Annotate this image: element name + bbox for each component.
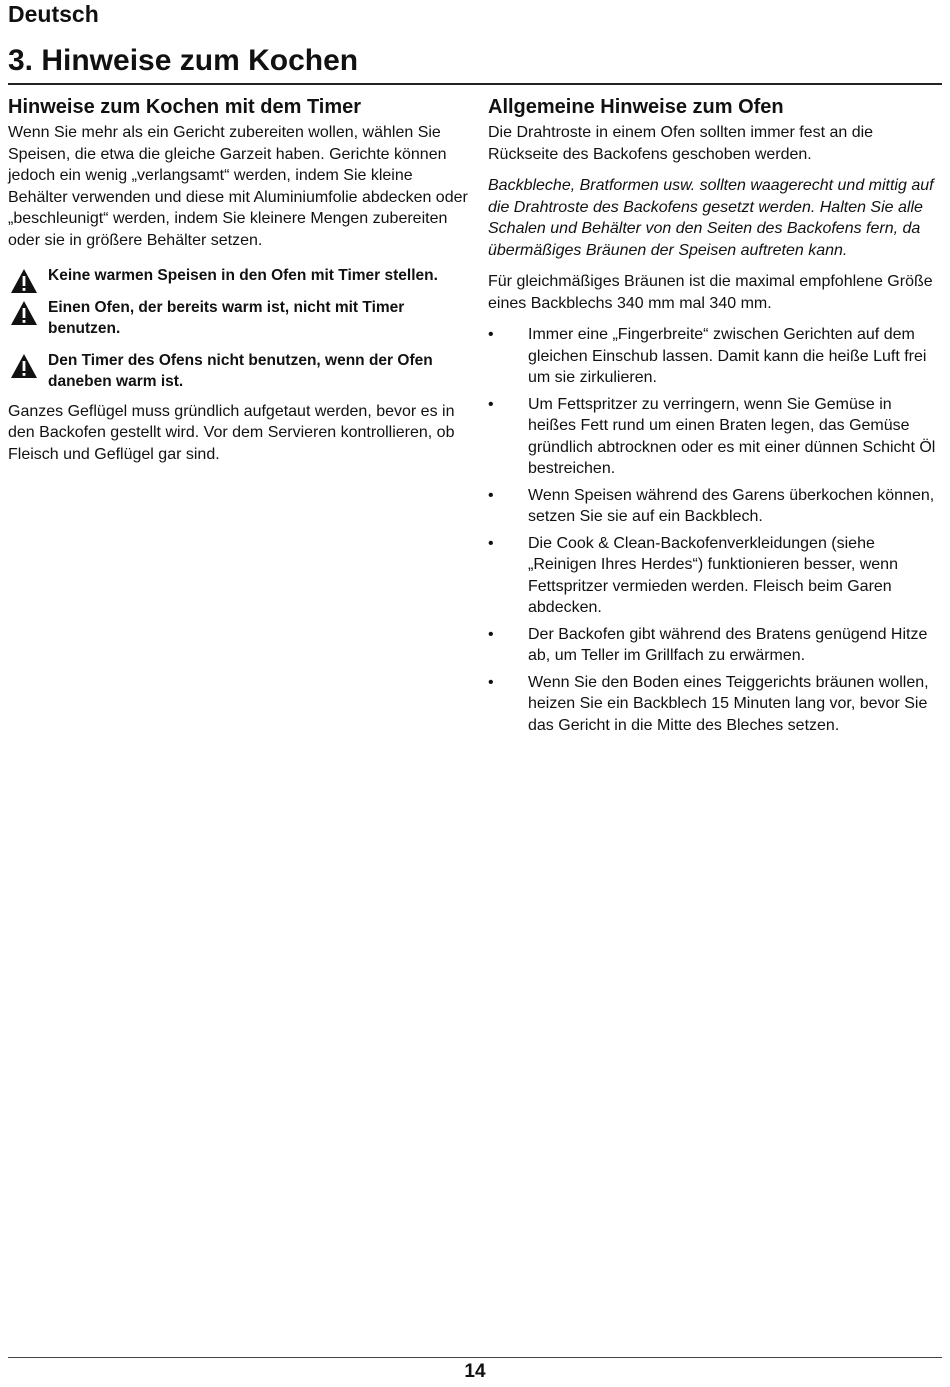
warning-text: Den Timer des Ofens nicht benutzen, wenn der Ofen daneben warm ist. bbox=[48, 351, 433, 390]
oven-section-heading: Allgemeine Hinweise zum Ofen bbox=[488, 96, 784, 118]
warning-triangle-icon bbox=[10, 300, 38, 326]
footer-divider bbox=[8, 1357, 942, 1358]
warning-list bbox=[8, 265, 470, 393]
bullet-icon: • bbox=[488, 625, 494, 643]
list-item bbox=[488, 485, 942, 528]
list-item bbox=[488, 324, 942, 389]
list-item-text: Um Fettspritzer zu verringern, wenn Sie Gemüse in heißes Fett rund um einen Braten legen, das Gemüse gründlich abtrocknen oder es mit einer dünnen Schicht Öl bestreichen. bbox=[528, 395, 936, 477]
timer-section-heading: Hinweise zum Kochen mit dem Timer bbox=[8, 96, 362, 118]
bullet-icon: • bbox=[488, 486, 494, 504]
max-size-paragraph: Für gleichmäßiges Bräunen ist die maximal empfohlene Größe eines Backblechs 340 mm mal 340 mm. bbox=[488, 273, 933, 312]
header-divider bbox=[8, 83, 942, 85]
list-item bbox=[488, 624, 942, 667]
list-item bbox=[488, 394, 942, 480]
list-item-text: Immer eine „Fingerbreite“ zwischen Gerichten auf dem gleichen Einschub lassen. Damit kann die heiße Luft frei um sie zirkulieren. bbox=[528, 326, 927, 386]
list-item-text: Wenn Sie den Boden eines Teiggerichts bräunen wollen, heizen Sie ein Backblech 15 Minuten lang vor, bevor Sie das Gericht in die Mitte des Bleches setzen. bbox=[528, 673, 929, 734]
bullet-icon: • bbox=[488, 326, 494, 343]
right-column bbox=[488, 94, 942, 741]
bullet-icon: • bbox=[488, 395, 494, 413]
page-number: 14 bbox=[464, 1361, 486, 1382]
warning-item bbox=[8, 350, 470, 393]
wire-shelf-paragraph: Die Drahtroste in einem Ofen sollten immer fest an die Rückseite des Backofens geschoben werden. bbox=[488, 124, 874, 163]
warning-triangle-icon bbox=[10, 268, 38, 294]
language-label: Deutsch bbox=[8, 1, 99, 27]
warning-triangle-icon bbox=[10, 353, 38, 379]
chapter-title: 3. Hinweise zum Kochen bbox=[8, 44, 359, 77]
warning-text: Einen Ofen, der bereits warm ist, nicht mit Timer benutzen. bbox=[48, 298, 405, 337]
list-item bbox=[488, 672, 942, 737]
list-item-text: Der Backofen gibt während des Bratens genügend Hitze ab, um Teller im Grillfach zu erwärmen. bbox=[528, 625, 928, 664]
list-item-text: Wenn Speisen während des Garens überkochen können, setzen Sie sie auf ein Backblech. bbox=[528, 486, 935, 525]
list-item-text: Die Cook & Clean-Backofenverkleidungen (siehe „Reinigen Ihres Herdes“) funktionieren besser, wenn Fettspritzer vermieden werden. Fleisch beim Garen abdecken. bbox=[528, 534, 898, 616]
warning-item bbox=[8, 297, 470, 340]
bullet-icon: • bbox=[488, 673, 494, 691]
poultry-paragraph: Ganzes Geflügel muss gründlich aufgetaut werden, bevor es in den Backofen gestellt wird. Vor dem Servieren kontrollieren, ob Fleisch und Geflügel gar sind. bbox=[8, 402, 455, 463]
baking-tray-paragraph: Backbleche, Bratformen usw. sollten waagerecht und mittig auf die Drahtroste des Backofens gesetzt werden. Halten Sie alle Schalen und Behälter von den Seiten des Backofens fern, da übermäßiges Bräunen der Speisen auftreten kann. bbox=[488, 177, 934, 259]
list-item bbox=[488, 533, 942, 619]
tips-list bbox=[488, 324, 942, 736]
left-column bbox=[8, 94, 470, 465]
warning-item bbox=[8, 265, 470, 287]
warning-text: Keine warmen Speisen in den Ofen mit Timer stellen. bbox=[48, 267, 438, 284]
timer-intro-paragraph: Wenn Sie mehr als ein Gericht zubereiten wollen, wählen Sie Speisen, die etwa die gleiche Garzeit haben. Gerichte können jedoch ein wenig „verlangsamt“ werden, indem Sie kleine Behälter verwenden und diese mit Aluminiumfolie abdecken oder „beschleunigt“ werden, indem Sie kleinere Mengen zubereiten oder sie in größere Behälter setzen. bbox=[8, 124, 468, 249]
bullet-icon: • bbox=[488, 534, 494, 552]
